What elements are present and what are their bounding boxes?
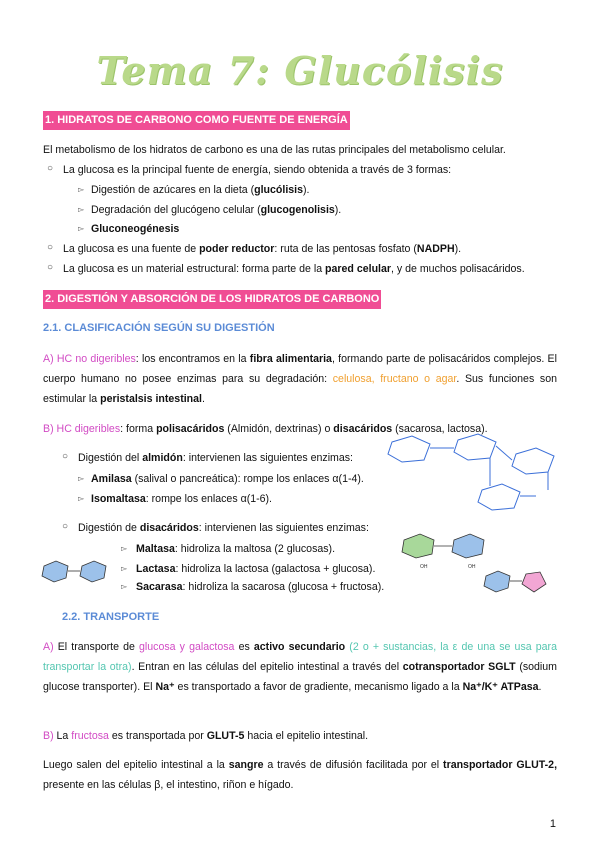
sub-bullet-glucogenolisis: Degradación del glucógeno celular (glucogenolisis). — [91, 204, 342, 216]
digestion-almidon: Digestión del almidón: intervienen las siguientes enzimas: — [78, 452, 354, 464]
subsection-2-2-heading: 2.2. TRANSPORTE — [62, 611, 160, 623]
triangle-bullet-icon: ▻ — [78, 224, 85, 233]
starch-molecule-illustration — [372, 430, 562, 520]
lactose-molecule-illustration — [40, 556, 120, 592]
section-2-heading: 2. DIGESTIÓN Y ABSORCIÓN DE LOS HIDRATOS DE CARBONO — [43, 290, 381, 309]
bullet-material-estructural: La glucosa es un material estructural: forma parte de la pared celular, y de muchos polisacáridos. — [63, 263, 525, 275]
enzyme-isomaltasa: Isomaltasa: rompe los enlaces α(1-6). — [91, 493, 273, 505]
section-1-heading: 1. HIDRATOS DE CARBONO COMO FUENTE DE ENERGÍA — [43, 111, 350, 130]
bullet-glucose-energy: La glucosa es la principal fuente de energía, siendo obtenida a través de 3 formas: — [63, 164, 452, 176]
svg-text:OH: OH — [468, 564, 476, 570]
paragraph-hc-no-digeribles: A) HC no digeribles: los encontramos en la fibra alimentaria, formando parte de polisacáridos complejos. El cuerpo humano no posee enzimas para su degradación: celulosa, fructano o agar. Sus funciones son estimular la peristalsis intestinal. — [43, 353, 557, 405]
sucrose-molecule-illustration — [482, 566, 562, 602]
bullet-circle-icon: ○ — [62, 521, 69, 532]
triangle-bullet-icon: ▻ — [121, 564, 128, 573]
triangle-bullet-icon: ▻ — [78, 494, 85, 503]
sub-bullet-glucolisis: Digestión de azúcares en la dieta (glucólisis). — [91, 184, 310, 196]
bullet-circle-icon: ○ — [47, 242, 54, 253]
sub-bullet-gluconeogenesis: Gluconeogénesis — [91, 223, 180, 235]
paragraph-transporte-glut2: Luego salen del epitelio intestinal a la sangre a través de difusión facilitada por el transportador GLUT-2, presente en las células β, el intestino, riñon e hígado. — [43, 759, 558, 791]
enzyme-lactasa: Lactasa: hidroliza la lactosa (galactosa + glucosa). — [136, 563, 376, 575]
enzyme-maltasa: Maltasa: hidroliza la maltosa (2 glucosas). — [136, 543, 336, 555]
triangle-bullet-icon: ▻ — [78, 185, 85, 194]
triangle-bullet-icon: ▻ — [78, 205, 85, 214]
bullet-poder-reductor: La glucosa es una fuente de poder reductor: ruta de las pentosas fosfato (NADPH). — [63, 243, 462, 255]
enzyme-sacarasa: Sacarasa: hidroliza la sacarosa (glucosa + fructosa). — [136, 581, 385, 593]
paragraph-transporte-a: A) El transporte de glucosa y galactosa es activo secundario (2 o + sustancias, la ε de una se usa para transportar la otra). Entran en las células del epitelio intestinal a través del cotransportador SGLT (sodium glucose transporter). El Na⁺ es transportado a favor de gradiente, mecanismo ligado a la Na⁺/K⁺ ATPasa. — [43, 641, 557, 693]
page-number: 1 — [549, 818, 556, 830]
triangle-bullet-icon: ▻ — [78, 474, 85, 483]
paragraph-transporte-b: B) La fructosa es transportada por GLUT-5 hacia el epitelio intestinal. — [43, 730, 369, 742]
digestion-disacaridos: Digestión de disacáridos: intervienen las siguientes enzimas: — [78, 522, 369, 534]
svg-text:OH: OH — [420, 564, 428, 570]
bullet-circle-icon: ○ — [47, 262, 54, 273]
subsection-2-1-heading: 2.1. CLASIFICACIÓN SEGÚN SU DIGESTIÓN — [43, 322, 275, 334]
enzyme-amilasa: Amilasa (salival o pancreática): rompe los enlaces α(1-4). — [91, 473, 364, 485]
page-title: Tema 7: Glucólisis — [96, 48, 504, 93]
bullet-circle-icon: ○ — [47, 163, 54, 174]
bullet-circle-icon: ○ — [62, 451, 69, 462]
section-1-intro: El metabolismo de los hidratos de carbono es una de las rutas principales del metabolismo celular. — [43, 144, 506, 156]
paragraph-hc-digeribles: B) HC digeribles: forma polisacáridos (Almidón, dextrinas) o disacáridos (sacarosa, lactosa). — [43, 423, 488, 435]
triangle-bullet-icon: ▻ — [121, 582, 128, 591]
triangle-bullet-icon: ▻ — [121, 544, 128, 553]
